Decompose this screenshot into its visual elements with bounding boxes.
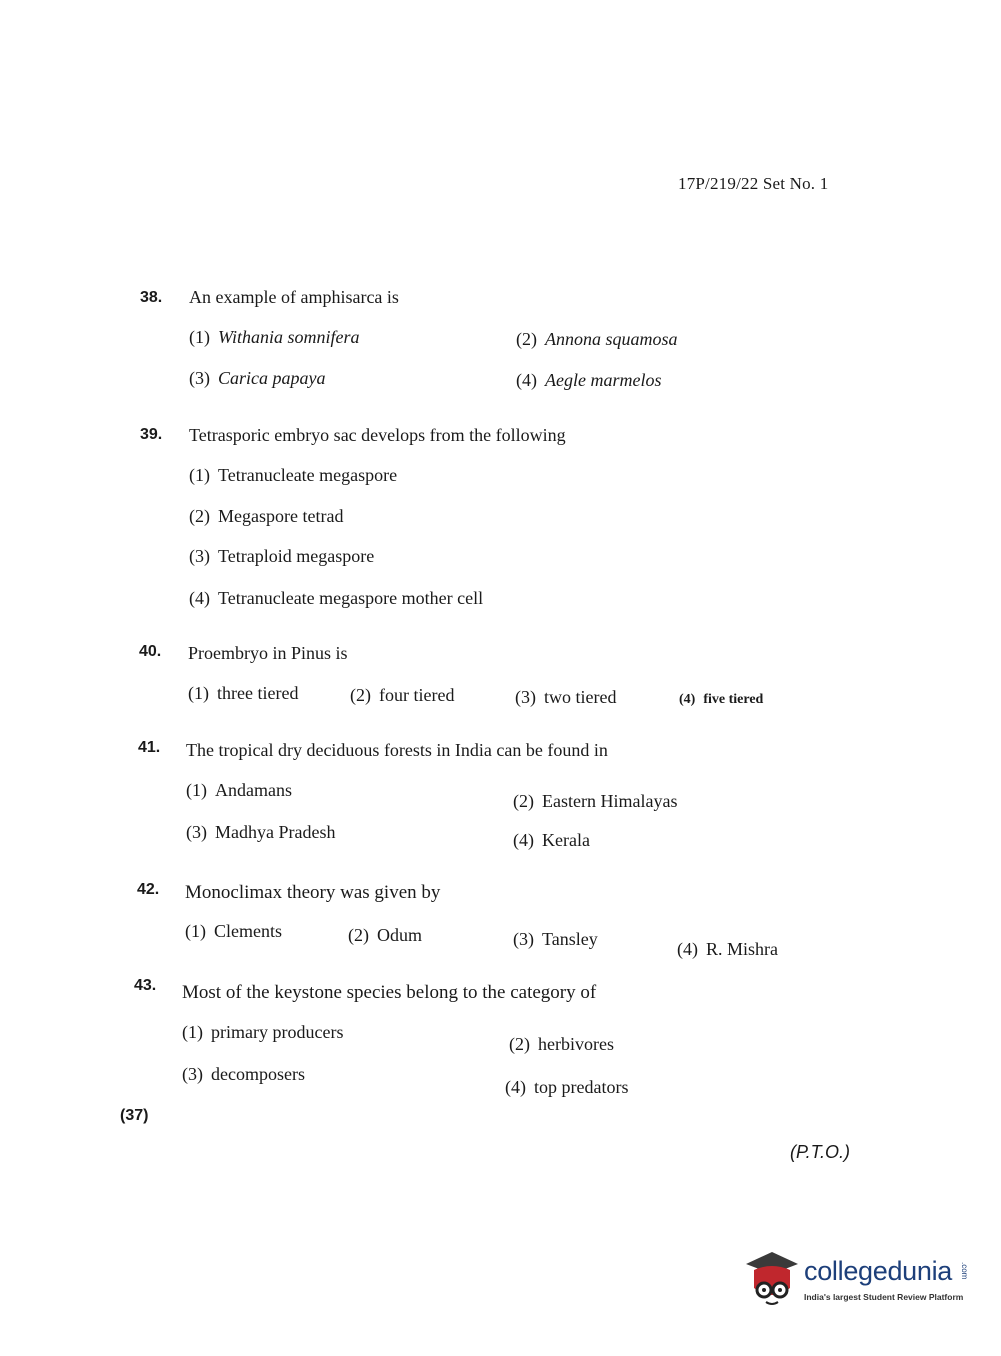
option — [188, 683, 298, 704]
option-number: (4) — [505, 1077, 526, 1097]
question-number: 41. — [138, 739, 161, 756]
option — [189, 465, 397, 486]
option-text: top predators — [534, 1077, 629, 1097]
option-text: four tiered — [379, 685, 455, 705]
option-text: Clements — [214, 921, 282, 941]
option — [182, 1022, 343, 1043]
option-number: (3) — [189, 546, 210, 566]
option-text: Kerala — [542, 830, 590, 850]
option-text: five tiered — [703, 692, 764, 707]
option-number: (1) — [189, 327, 210, 347]
pto-label: (P.T.O.) — [790, 1142, 851, 1162]
option-text: Megaspore tetrad — [218, 506, 344, 526]
option — [185, 921, 282, 942]
option-number: (2) — [350, 685, 371, 705]
question-number: 43. — [134, 977, 157, 994]
option-number: (4) — [677, 939, 698, 959]
option — [348, 925, 422, 946]
option-text: Odum — [377, 925, 422, 945]
option — [189, 368, 326, 389]
question-text: Tetrasporic embryo sac develops from the following — [189, 425, 566, 445]
question-number: 42. — [137, 881, 160, 898]
logo-tagline: India's largest Student Review Platform — [804, 1292, 964, 1302]
option-number: (4) — [189, 588, 210, 608]
option-text: Tetranucleate megaspore mother cell — [218, 588, 484, 608]
option — [189, 327, 360, 348]
option-number: (4) — [513, 830, 534, 850]
question-text: Proembryo in Pinus is — [188, 643, 348, 663]
option-number: (1) — [185, 921, 206, 941]
option-number: (3) — [513, 929, 534, 949]
option — [505, 1077, 628, 1098]
option — [513, 830, 590, 851]
collegedunia-logo — [742, 1250, 972, 1310]
option — [186, 780, 292, 801]
option — [189, 588, 483, 609]
option-number: (1) — [182, 1022, 203, 1042]
question-text: Monoclimax theory was given by — [185, 882, 441, 903]
question-number: 38. — [140, 289, 163, 306]
logo-suffix: .com — [960, 1262, 969, 1280]
option — [350, 685, 454, 706]
option-text: R. Mishra — [706, 939, 778, 959]
option-text: Madhya Pradesh — [215, 822, 336, 842]
option-number: (3) — [186, 822, 207, 842]
option-text: Withania somnifera — [218, 327, 360, 347]
option-text: Tansley — [542, 929, 598, 949]
question-text: An example of amphisarca is — [189, 287, 399, 307]
option-text: decomposers — [211, 1064, 305, 1084]
option — [186, 822, 335, 843]
logo-wordmark: collegedunia — [804, 1256, 953, 1286]
option-number: (2) — [513, 791, 534, 811]
option-text: Tetranucleate megaspore — [218, 465, 398, 485]
option — [189, 506, 343, 527]
option-number: (2) — [189, 506, 210, 526]
option — [509, 1034, 614, 1055]
option-number: (4) — [679, 692, 696, 707]
option-text: herbivores — [538, 1034, 614, 1054]
option-text: Eastern Himalayas — [542, 791, 678, 811]
option-text: primary producers — [211, 1022, 344, 1042]
option-number: (3) — [515, 687, 536, 707]
option-number: (1) — [186, 780, 207, 800]
option-text: Tetraploid megaspore — [218, 546, 375, 566]
option-number: (1) — [189, 465, 210, 485]
option-text: Annona squamosa — [545, 329, 678, 349]
option-number: (2) — [348, 925, 369, 945]
option — [516, 370, 661, 391]
option-number: (3) — [182, 1064, 203, 1084]
option — [182, 1064, 305, 1085]
paper-code: 17P/219/22 Set No. 1 — [678, 174, 829, 193]
option-number: (3) — [189, 368, 210, 388]
option-text: three tiered — [217, 683, 299, 703]
option-number: (2) — [516, 329, 537, 349]
option-number: (2) — [509, 1034, 530, 1054]
option — [679, 692, 763, 708]
option-text: Aegle marmelos — [545, 370, 662, 390]
question-number: 39. — [140, 426, 163, 443]
option — [516, 329, 678, 350]
question-text: The tropical dry deciduous forests in India can be found in — [186, 740, 608, 760]
option — [677, 939, 778, 960]
page-number: (37) — [120, 1107, 149, 1124]
option — [515, 687, 616, 708]
mascot-icon — [742, 1250, 802, 1310]
question-number: 40. — [139, 643, 162, 660]
option — [189, 546, 374, 567]
option-text: Andamans — [215, 780, 292, 800]
option-text: Carica papaya — [218, 368, 326, 388]
option-number: (1) — [188, 683, 209, 703]
question-text: Most of the keystone species belong to the category of — [182, 982, 597, 1003]
option — [513, 791, 677, 812]
option-text: two tiered — [544, 687, 617, 707]
option-number: (4) — [516, 370, 537, 390]
option — [513, 929, 598, 950]
